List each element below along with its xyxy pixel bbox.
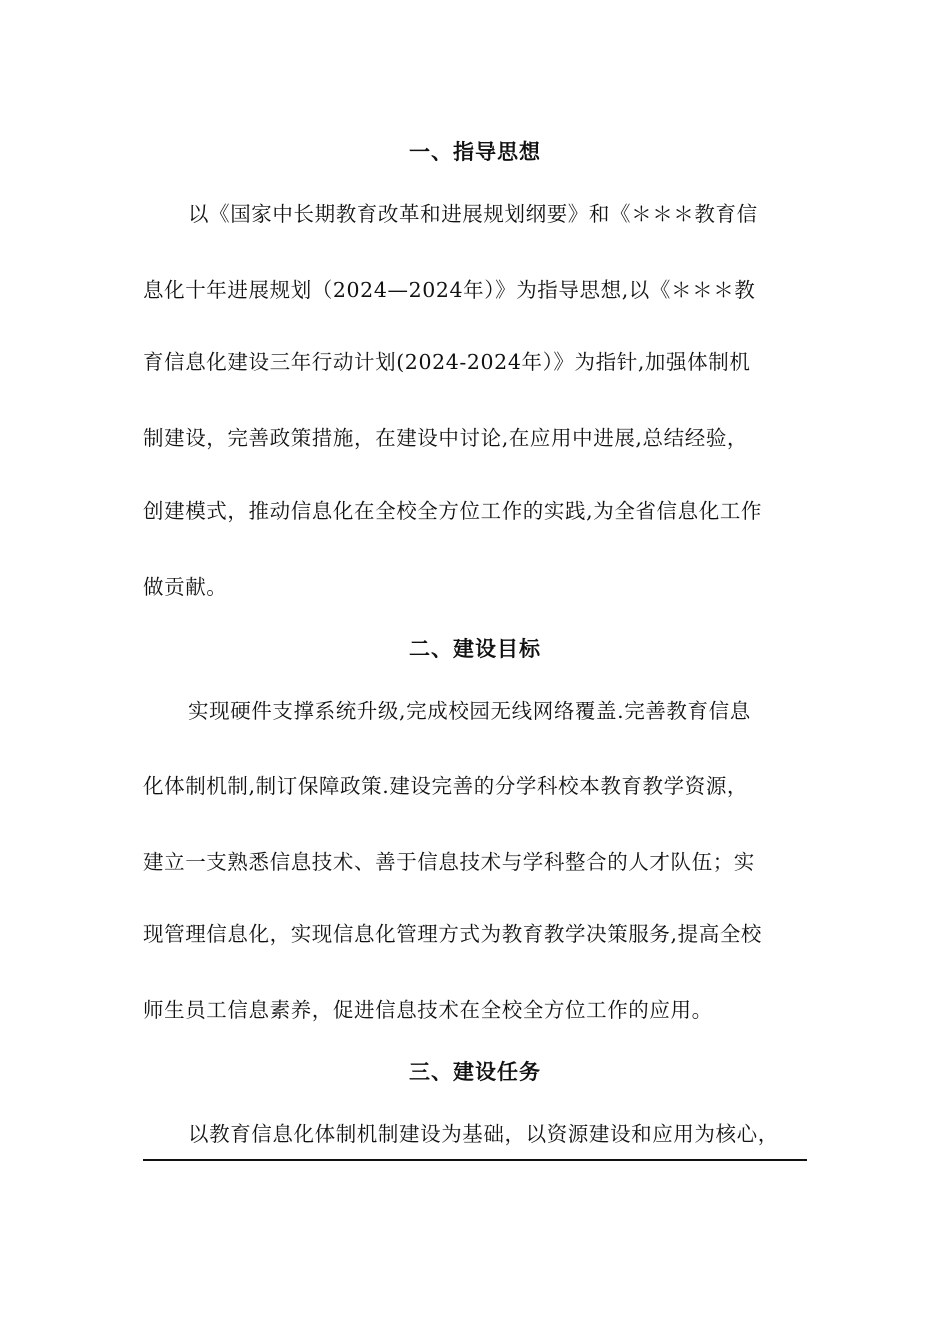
- page-footer-rule: [143, 1159, 807, 1161]
- paragraph-line: 以《国家中长期教育改革和进展规划纲要》和《＊＊＊教育信: [188, 202, 758, 226]
- paragraph-line: 育信息化建设三年行动计划(2024-2024年）》为指针,加强体制机: [143, 350, 751, 374]
- paragraph-line: 创建模式，推动信息化在全校全方位工作的实践,为全省信息化工作: [143, 499, 763, 523]
- paragraph-line: 现管理信息化，实现信息化管理方式为教育教学决策服务,提高全校: [143, 922, 763, 946]
- paragraph-line: 实现硬件支撑系统升级,完成校园无线网络覆盖.完善教育信息: [188, 699, 751, 723]
- paragraph-line: 制建设，完善政策措施，在建设中讨论,在应用中进展,总结经验，: [143, 426, 749, 450]
- paragraph-line: 化体制机制,制订保障政策.建设完善的分学科校本教育教学资源，: [143, 774, 749, 798]
- paragraph-line: 师生员工信息素养，促进信息技术在全校全方位工作的应用。: [143, 998, 713, 1022]
- paragraph-line: 息化十年进展规划（2024—2024年）》为指导思想,以《＊＊＊教: [143, 278, 756, 302]
- section-heading-construction-tasks: 三、建设任务: [409, 1060, 541, 1084]
- section-heading-guiding-ideology: 一、指导思想: [409, 140, 541, 164]
- section-heading-construction-goals: 二、建设目标: [409, 637, 541, 661]
- paragraph-line: 建立一支熟悉信息技术、善于信息技术与学科整合的人才队伍；实: [143, 850, 755, 874]
- paragraph-line: 以教育信息化体制机制建设为基础，以资源建设和应用为核心，: [188, 1122, 779, 1146]
- paragraph-line: 做贡献。: [143, 575, 228, 599]
